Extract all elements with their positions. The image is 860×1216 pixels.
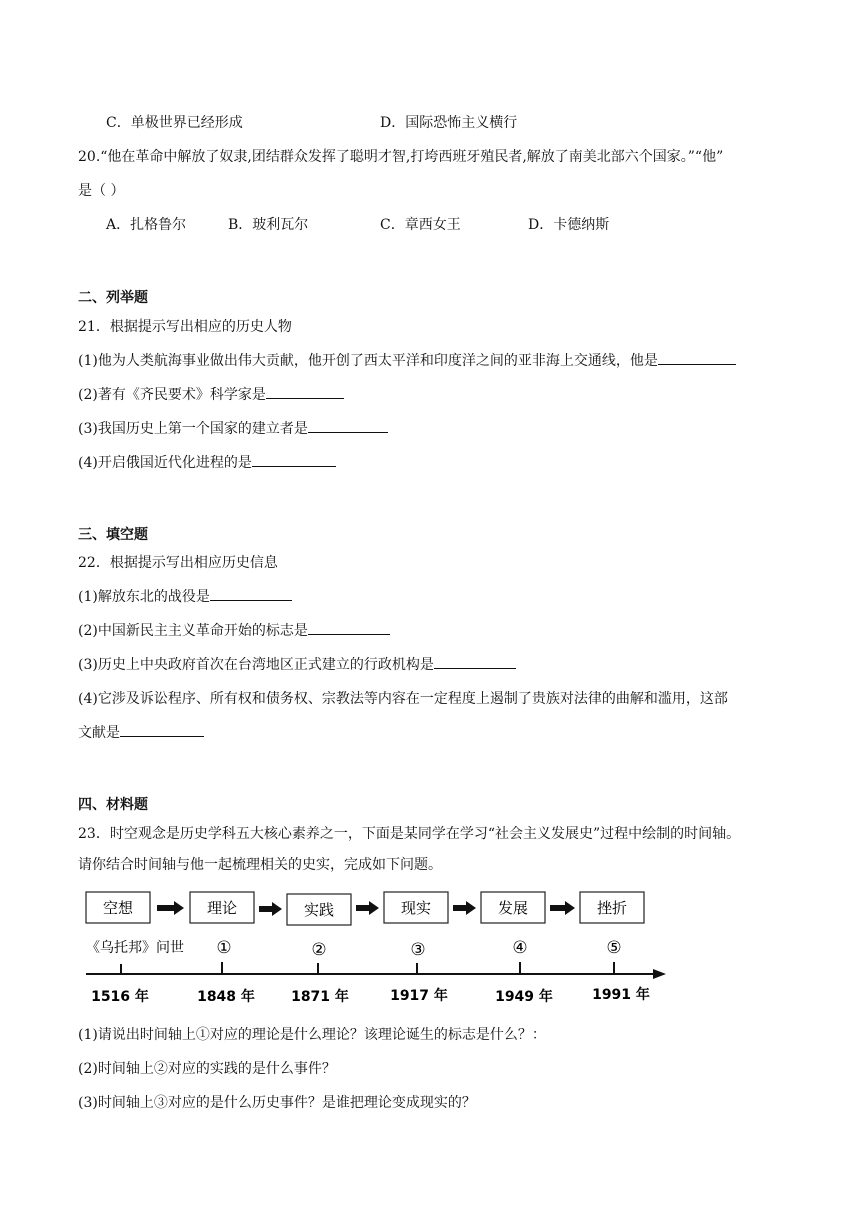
- q20-option-b: B．玻利瓦尔: [228, 217, 309, 233]
- year-label: 1516 年: [91, 989, 149, 1005]
- year-label: 1991 年: [592, 987, 650, 1003]
- stage-box-2: [190, 892, 254, 923]
- q19-option-c: C．单极世界已经形成: [106, 115, 243, 131]
- q23-stem-line2: 请你结合时间轴与他一起梳理相关的史实，完成如下问题。: [78, 857, 442, 873]
- q22-item-3: (3)历史上中央政府首次在台湾地区正式建立的行政机构是: [78, 654, 516, 674]
- year-label: 1949 年: [495, 989, 553, 1005]
- marker-3: ③: [410, 940, 426, 960]
- axis-arrowhead: [653, 969, 666, 979]
- answer-blank[interactable]: [434, 655, 516, 669]
- answer-blank[interactable]: [252, 453, 336, 467]
- answer-blank[interactable]: [308, 621, 390, 635]
- stage-box-1: [86, 892, 150, 923]
- stage-box-6: [580, 892, 644, 923]
- q21-item-4: (4)开启俄国近代化进程的是: [78, 452, 336, 472]
- stage-label: 实践: [303, 901, 335, 919]
- marker-5: ⑤: [606, 938, 622, 958]
- section4-heading: 四、材料题: [78, 797, 148, 813]
- q20-stem-line2: 是（ ）: [78, 183, 125, 199]
- q21-item-1: (1)他为人类航海事业做出伟大贡献，他开创了西太平洋和印度洋之间的亚非海上交通线，他是: [78, 350, 736, 370]
- answer-blank[interactable]: [120, 723, 204, 737]
- q20-option-c: C．章西女王: [380, 217, 461, 233]
- q22-stem: 22．根据提示写出相应历史信息: [78, 555, 278, 571]
- socialism-timeline-diagram: [0, 880, 860, 1010]
- q22-item-2: (2)中国新民主主义革命开始的标志是: [78, 620, 390, 640]
- stage-box-3: [287, 894, 351, 925]
- year-label: 1871 年: [291, 989, 349, 1005]
- q20-option-d: D．卡德纳斯: [528, 217, 610, 233]
- stage-box-5: [481, 892, 545, 923]
- stage-label: 现实: [400, 899, 432, 917]
- marker-4: ④: [512, 938, 528, 958]
- q22-item-1: (1)解放东北的战役是: [78, 586, 292, 606]
- q23-question-3: (3)时间轴上③对应的是什么历史事件？是谁把理论变成现实的？: [78, 1095, 476, 1111]
- q19-option-d: D．国际恐怖主义横行: [380, 115, 518, 131]
- q21-item-2: (2)著有《齐民要术》科学家是: [78, 384, 344, 404]
- section2-heading: 二、列举题: [78, 290, 148, 306]
- year-label: 1917 年: [390, 988, 448, 1004]
- arrow-4: [453, 901, 476, 915]
- q23-question-2: (2)时间轴上②对应的实践的是什么事件？: [78, 1061, 336, 1077]
- answer-blank[interactable]: [308, 419, 388, 433]
- q20-option-a: A．扎格鲁尔: [106, 217, 187, 233]
- marker-2: ②: [311, 940, 327, 960]
- q23-stem-line1: 23．时空观念是历史学科五大核心素养之一，下面是某同学在学习“社会主义发展史”过程中绘制的时间轴。: [78, 826, 741, 842]
- stage-box-4: [384, 892, 448, 923]
- q20-stem-line1: 20.“他在革命中解放了奴隶,团结群众发挥了聪明才智,打垮西班牙殖民者,解放了南美北部六个国家。”“他”: [78, 149, 724, 165]
- q21-item-3: (3)我国历史上第一个国家的建立者是: [78, 418, 388, 438]
- q21-stem: 21．根据提示写出相应的历史人物: [78, 319, 292, 335]
- axis-ticks: [121, 962, 614, 974]
- stage-label: 发展: [497, 899, 529, 917]
- marker-utopia: 《乌托邦》问世: [86, 940, 184, 956]
- q22-item-4: (4)它涉及诉讼程序、所有权和债务权、宗教法等内容在一定程度上遏制了贵族对法律的曲解和滥用，这部: [78, 691, 728, 707]
- arrow-3: [356, 901, 379, 915]
- q22-item-4-cont: 文献是: [78, 722, 204, 742]
- answer-blank[interactable]: [658, 351, 736, 365]
- answer-blank[interactable]: [210, 587, 292, 601]
- marker-1: ①: [216, 938, 232, 958]
- stage-label: 挫折: [596, 899, 628, 917]
- stage-label: 理论: [206, 899, 238, 917]
- year-label: 1848 年: [197, 989, 255, 1005]
- arrow-2: [259, 902, 282, 916]
- arrow-1: [157, 901, 184, 915]
- arrow-5: [550, 901, 575, 915]
- q23-question-1: (1)请说出时间轴上①对应的理论是什么理论？该理论诞生的标志是什么？：: [78, 1027, 546, 1043]
- stage-label: 空想: [102, 899, 134, 917]
- answer-blank[interactable]: [266, 385, 344, 399]
- section3-heading: 三、填空题: [78, 527, 148, 543]
